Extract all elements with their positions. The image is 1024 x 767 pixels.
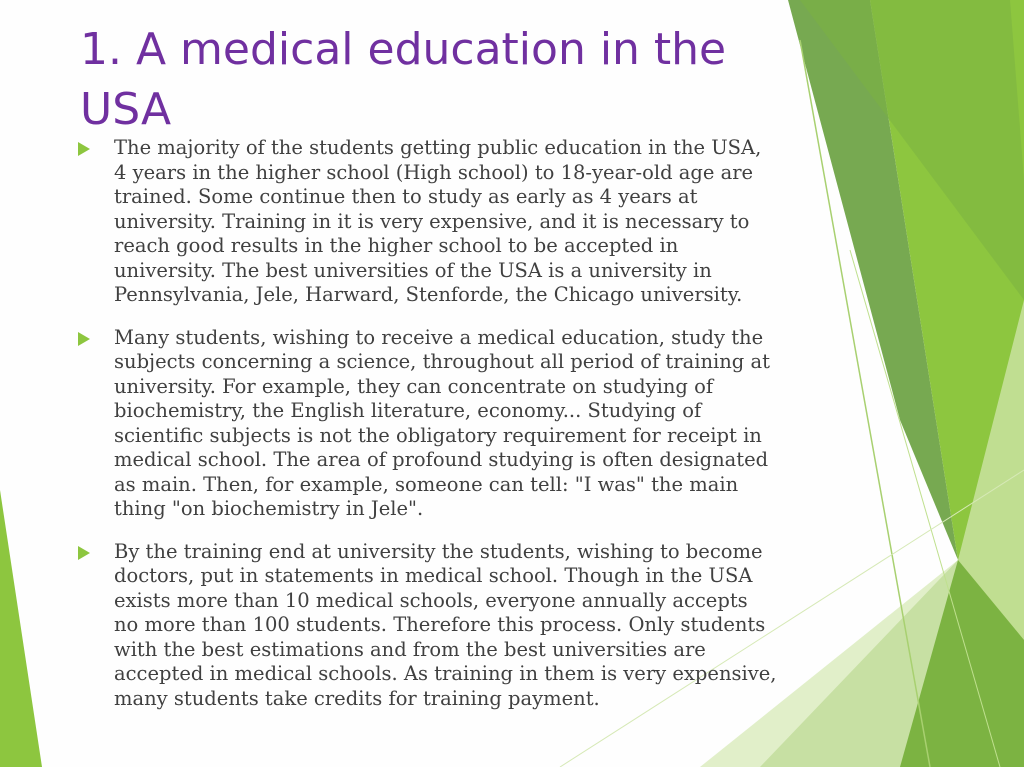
triangle-bullet-icon bbox=[78, 142, 90, 156]
bullet-text: By the training end at university the students, wishing to become doctors, put in statements in medical school. Though in the USA exists more than 10 medical schools, everyone annually accepts no more than 100 students. Therefore this process. Only students with the best estimations and from the best universities are accepted in medical schools. As training in them is very expensive, many students take credits for training payment. bbox=[114, 539, 777, 710]
bullet-item bbox=[78, 136, 778, 308]
left-green-sliver bbox=[0, 490, 42, 767]
bullet-text: The majority of the students getting public education in the USA, 4 years in the higher school (High school) to 18-year-old age are trained. Some continue then to study as early as 4 years at university. Training in it is very expensive, and it is necessary to reach good results in the higher school to be accepted in university. The best universities of the USA is a university in Pennsylvania, Jele, Harward, Stenforde, the Chicago university. bbox=[114, 136, 762, 306]
triangle-bullet-icon bbox=[78, 332, 90, 346]
bullet-item bbox=[78, 326, 778, 522]
bullet-text: Many students, wishing to receive a medical education, study the subjects concerning a science, throughout all period of training at university. For example, they can concentrate on studying of biochemistry, the English literature, economy... Studying of scientific subjects is not the obligatory requirement for receipt in medical school. The area of profound studying is often designated as main. Then, for example, someone can tell: "I was" the main thing "on biochemistry in Jele". bbox=[114, 325, 770, 520]
slide-title: 1. A medical education in the USA bbox=[80, 24, 727, 135]
bullet-item bbox=[78, 540, 778, 712]
bullet-list bbox=[78, 136, 778, 729]
triangle-bullet-icon bbox=[78, 546, 90, 560]
